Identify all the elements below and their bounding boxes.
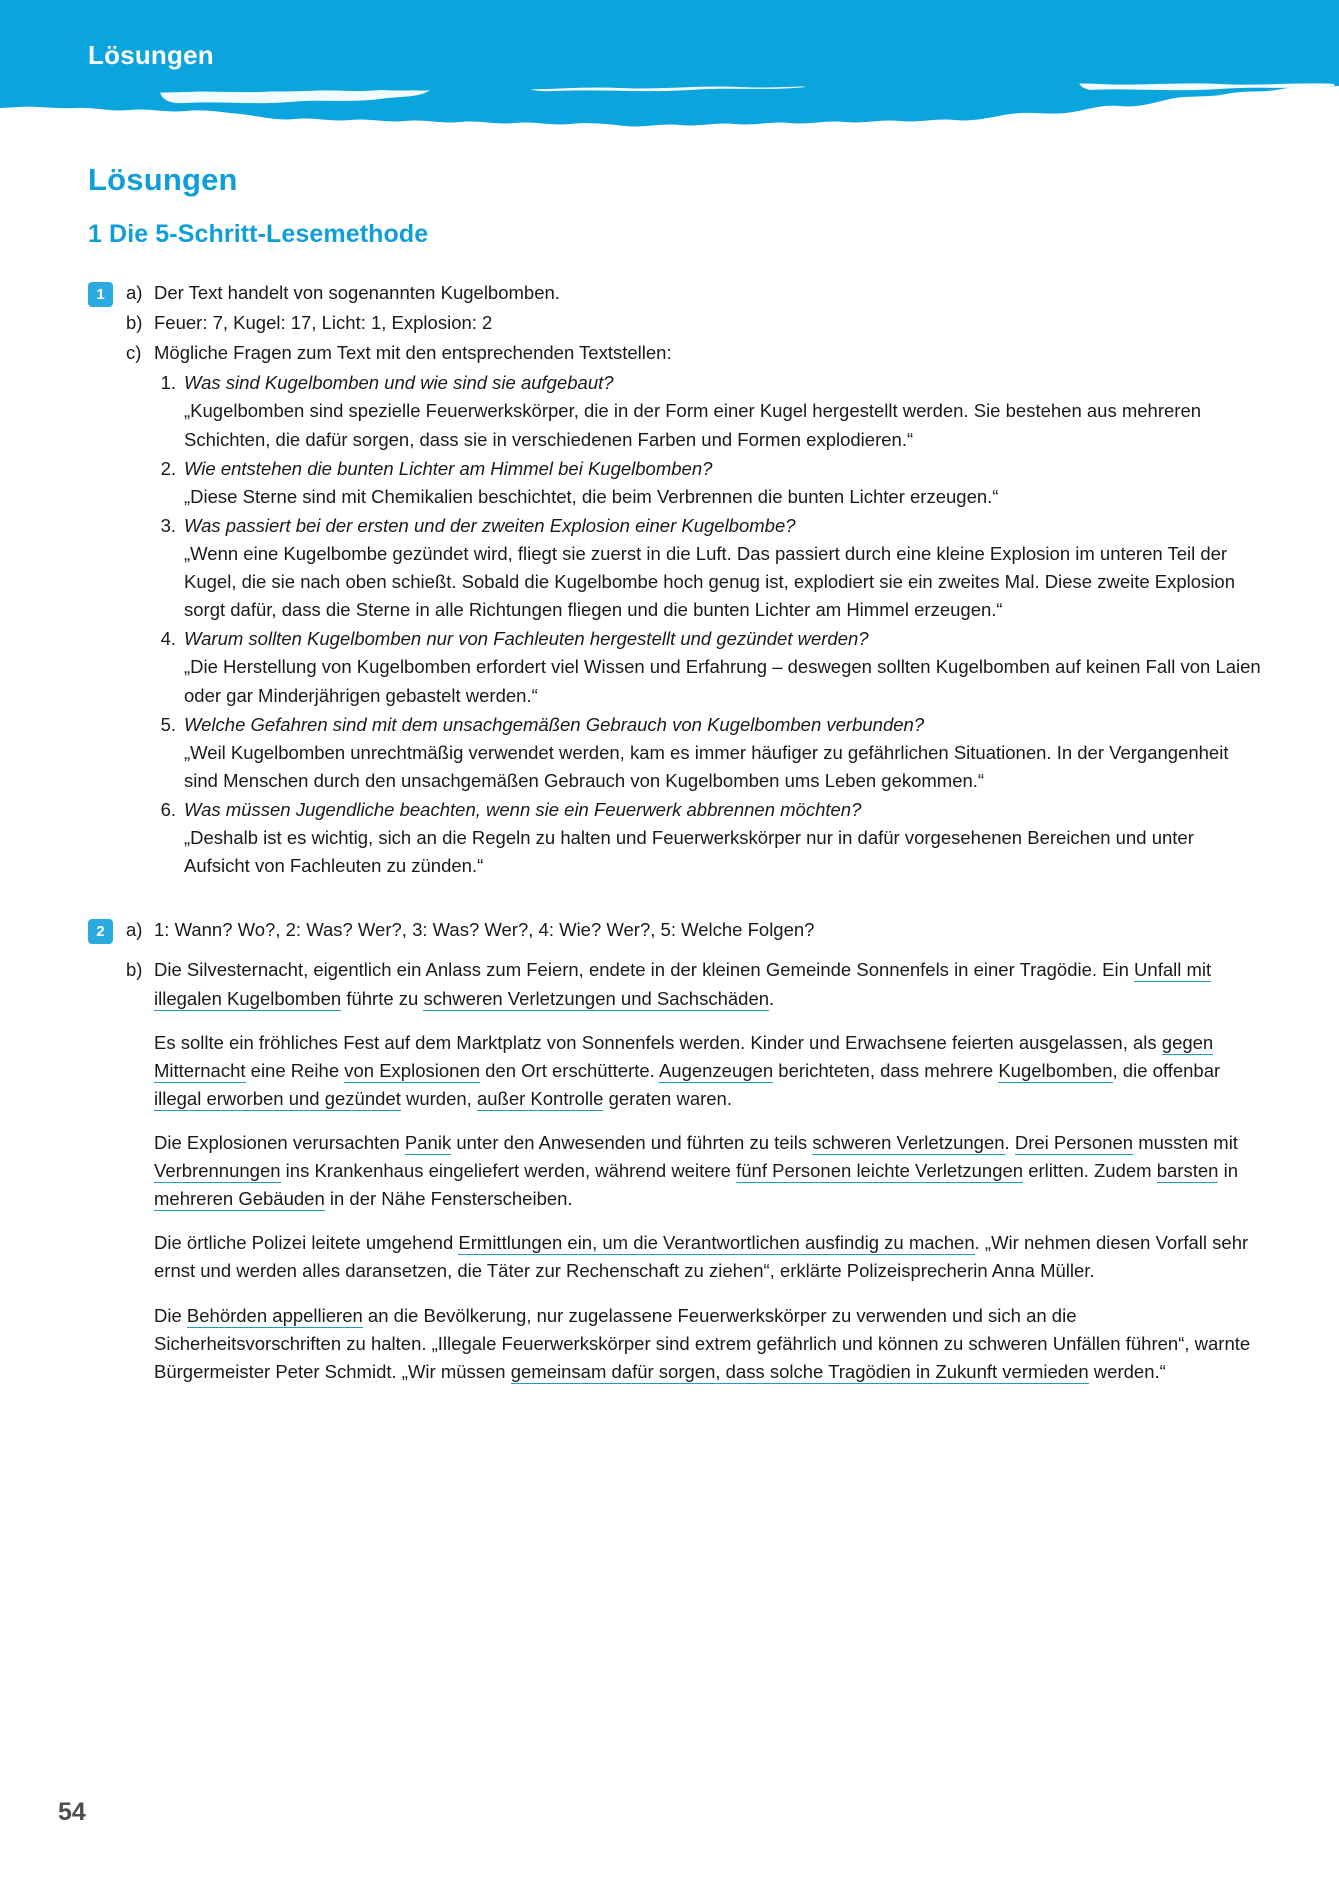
- underlined-phrase: illegal erworben und gezündet: [154, 1087, 401, 1109]
- question-item: [154, 625, 1261, 709]
- underlined-phrase: schweren Verletzungen und Sachschäden: [423, 987, 770, 1009]
- underlined-phrase: Verbrennungen: [154, 1160, 281, 1182]
- underlined-phrase: Drei Personen: [1014, 1131, 1134, 1153]
- brush-stroke-edge: [0, 78, 1339, 132]
- paragraph-text: in der Nähe Fensterscheiben.: [324, 1188, 573, 1210]
- task-marker: a): [126, 919, 143, 941]
- section-title: 1 Die 5-Schritt-Lesemethode: [88, 220, 429, 248]
- question-quote: „Diese Sterne sind mit Chemikalien beschichtet, die beim Verbrennen die bunten Lichter erzeugen.“: [184, 485, 999, 507]
- answer-paragraph: [154, 956, 1261, 1012]
- exercise-number-badge: 1: [88, 282, 113, 307]
- question-text: Was passiert bei der ersten und der zweiten Explosion einer Kugelbombe?: [184, 514, 796, 536]
- exercise-number-badge: 2: [88, 919, 113, 944]
- question-item: [154, 512, 1261, 624]
- question-text: Was sind Kugelbomben und wie sind sie aufgebaut?: [184, 372, 614, 394]
- paragraph-text: an die Bevölkerung, nur zugelassene Feuerwerkskörper zu verwenden und sich an die Sicherheitsvorschriften zu halten. „Illegale Feuerwerkskörper sind extrem gefährlich und können zu schweren Unfällen führen“, warnte Bürgermeister Peter Schmidt. „Wir müssen: [154, 1304, 1251, 1382]
- paragraph-text: erlitten. Zudem: [1023, 1160, 1157, 1182]
- question-number: 2.: [160, 457, 176, 479]
- paragraph-text: werden.“: [1088, 1360, 1166, 1382]
- task-marker: a): [126, 282, 143, 303]
- question-item: [154, 369, 1261, 453]
- question-quote: „Die Herstellung von Kugelbomben erfordert viel Wissen und Erfahrung – deswegen sollten Kugelbomben auf keinen Fall von Laien oder gar Minderjährigen gebastelt werden.“: [184, 656, 1261, 706]
- paragraph-text: Die Silvesternacht, eigentlich ein Anlass zum Feiern, endete in der kleinen Gemeinde Sonnenfels in einer Tragödie. Ein: [154, 959, 1135, 981]
- page-number: 54: [58, 1798, 86, 1826]
- question-quote: „Weil Kugelbomben unrechtmäßig verwendet werden, kam es immer häufiger zu gefährlichen Situationen. In der Vergangenheit sind Menschen durch den unsachgemäßen Gebrauch von Kugelbomben ums Leben gekommen.“: [184, 741, 1229, 791]
- task-marker: c): [126, 342, 142, 364]
- underlined-phrase: barsten: [1156, 1160, 1219, 1182]
- task-text: Der Text handelt von sogenannten Kugelbomben.: [154, 282, 560, 303]
- task-1c: [126, 339, 1261, 367]
- question-quote: „Kugelbomben sind spezielle Feuerwerkskörper, die in der Form einer Kugel hergestellt werden. Sie bestehen aus mehreren Schichten, die dafür sorgen, dass sie in verschiedenen Farben und Formen explodieren.“: [184, 400, 1202, 450]
- underlined-phrase: mehreren Gebäuden: [154, 1188, 325, 1210]
- underlined-phrase: gemeinsam dafür sorgen, dass solche Tragödien in Zukunft vermieden: [510, 1360, 1089, 1382]
- page-title: Lösungen: [88, 162, 238, 197]
- task-marker: b): [126, 959, 143, 981]
- question-number: 1.: [160, 372, 176, 394]
- task-marker: b): [126, 312, 143, 334]
- question-text: Warum sollten Kugelbomben nur von Fachleuten hergestellt und gezündet werden?: [184, 628, 869, 650]
- question-number: 4.: [160, 628, 176, 650]
- underlined-phrase: Kugelbomben: [998, 1059, 1113, 1081]
- paragraph-text: .: [1004, 1131, 1015, 1153]
- paragraph-text: geraten waren.: [603, 1087, 732, 1109]
- question-item: [154, 711, 1261, 795]
- underlined-phrase: Augenzeugen: [658, 1059, 774, 1081]
- question-number: 6.: [160, 798, 176, 820]
- question-list: [126, 369, 1261, 880]
- paragraph-text: den Ort erschütterte.: [480, 1059, 659, 1081]
- answer-paragraph: [154, 1029, 1261, 1113]
- question-item: [154, 455, 1261, 511]
- paragraph-text: wurden,: [400, 1087, 477, 1109]
- exercise-2: [88, 916, 1261, 1386]
- question-quote: „Deshalb ist es wichtig, sich an die Regeln zu halten und Feuerwerkskörper nur in dafür vorgesehenen Bereichen und unter Aufsicht von Fachleuten zu zünden.“: [184, 827, 1194, 877]
- question-text: Wie entstehen die bunten Lichter am Himmel bei Kugelbomben?: [184, 457, 713, 479]
- underlined-phrase: Behörden appellieren: [186, 1304, 363, 1326]
- paragraph-text: . „Wir nehmen diesen Vorfall sehr ernst und werden alles daransetzen, die Täter zur Rechenschaft zu ziehen“, erklärte Polizeisprecherin Anna Müller.: [154, 1232, 1249, 1282]
- exercise-1: [88, 279, 1261, 880]
- underlined-phrase: von Explosionen: [344, 1059, 481, 1081]
- underlined-phrase: fünf Personen leichte Verletzungen: [736, 1160, 1024, 1182]
- answer-text-block: [154, 956, 1261, 1385]
- page-header-banner: [0, 0, 1339, 132]
- task-text: Mögliche Fragen zum Text mit den entsprechenden Textstellen:: [154, 342, 672, 364]
- underlined-phrase: Unfall mit illegalen Kugelbomben: [154, 959, 1212, 1009]
- answer-paragraph: [154, 1229, 1261, 1285]
- paragraph-text: berichteten, dass mehrere: [773, 1059, 999, 1081]
- underlined-phrase: gegen Mitternacht: [154, 1031, 1214, 1081]
- paragraph-text: ins Krankenhaus eingeliefert werden, während weitere: [280, 1160, 737, 1182]
- paragraph-text: Die Explosionen verursachten: [154, 1131, 405, 1153]
- question-text: Welche Gefahren sind mit dem unsachgemäßen Gebrauch von Kugelbomben verbunden?: [184, 713, 925, 735]
- paragraph-text: Die örtliche Polizei leitete umgehend: [154, 1232, 459, 1254]
- underlined-phrase: schweren Verletzungen: [812, 1131, 1005, 1153]
- paragraph-text: , die offenbar: [1112, 1059, 1221, 1081]
- paragraph-text: .: [769, 987, 775, 1009]
- task-2a: [126, 916, 1261, 944]
- answer-paragraph: [154, 1302, 1261, 1386]
- task-text: 1: Wann? Wo?, 2: Was? Wer?, 3: Was? Wer?, 4: Wie? Wer?, 5: Welche Folgen?: [154, 919, 815, 941]
- paragraph-text: mussten mit: [1133, 1131, 1238, 1153]
- underlined-phrase: Ermittlungen ein, um die Verantwortlichen ausfindig zu machen: [458, 1232, 975, 1254]
- task-1a: [126, 279, 1261, 307]
- question-number: 5.: [160, 713, 176, 735]
- paragraph-text: Die: [154, 1304, 187, 1326]
- question-number: 3.: [160, 514, 176, 536]
- underlined-phrase: außer Kontrolle: [476, 1087, 604, 1109]
- paragraph-text: Es sollte ein fröhliches Fest auf dem Marktplatz von Sonnenfels werden. Kinder und Erwachsene feierten ausgelassen, als: [154, 1031, 1162, 1053]
- paragraph-text: in: [1218, 1160, 1238, 1182]
- question-item: [154, 796, 1261, 880]
- answer-paragraph: [154, 1129, 1261, 1213]
- paragraph-text: eine Reihe: [245, 1059, 345, 1081]
- task-2b: [126, 956, 1261, 1385]
- paragraph-text: unter den Anwesenden und führten zu teils: [451, 1131, 813, 1153]
- underlined-phrase: Panik: [404, 1131, 452, 1153]
- task-text: Feuer: 7, Kugel: 17, Licht: 1, Explosion: 2: [154, 312, 493, 334]
- header-title: Lösungen: [88, 40, 214, 70]
- question-quote: „Wenn eine Kugelbombe gezündet wird, fliegt sie zuerst in die Luft. Das passiert durch eine kleine Explosion im unteren Teil der Kugel, die sie nach oben schießt. Sobald die Kugelbombe hoch genug ist, explodiert sie ein zweites Mal. Diese zweite Explosion sorgt dafür, dass die Sterne in alle Richtungen fliegen und die bunten Lichter am Himmel erzeugen.“: [184, 542, 1236, 621]
- paragraph-text: führte zu: [341, 987, 424, 1009]
- page-body: [0, 132, 1339, 1388]
- task-1b: [126, 309, 1261, 337]
- question-text: Was müssen Jugendliche beachten, wenn sie ein Feuerwerk abbrennen möchten?: [184, 798, 862, 820]
